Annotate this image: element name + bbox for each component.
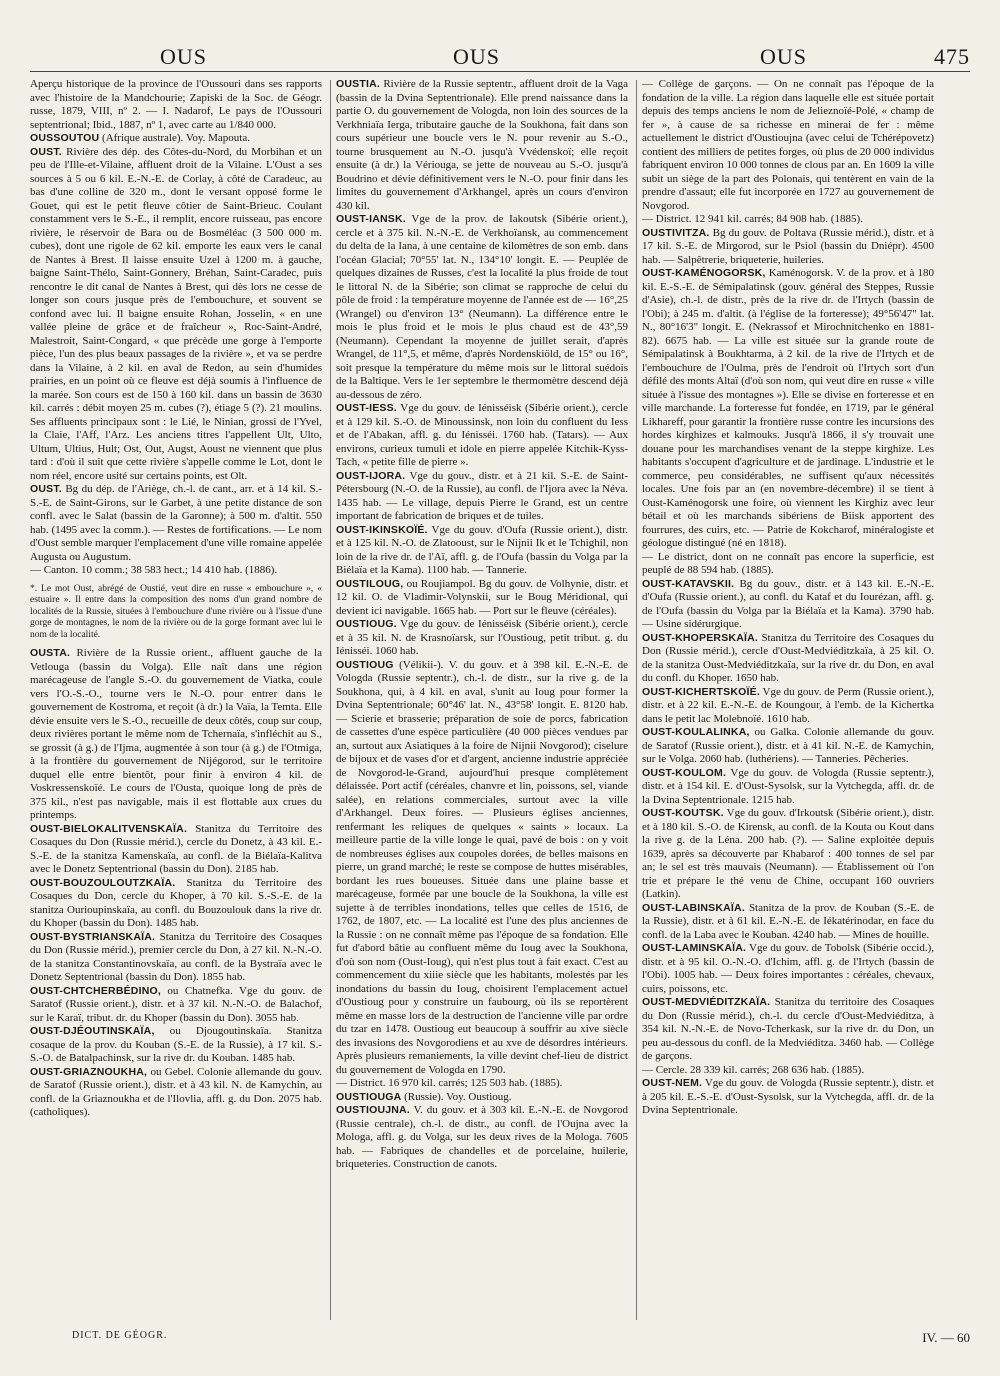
entry-headword: OUST-IANSK. — [336, 213, 406, 225]
entry-headword: OUSTIOUG — [336, 658, 394, 671]
entry-headword: OUSTIOUGA — [336, 1090, 402, 1103]
header-rule — [30, 71, 970, 72]
entry-text: Vge du gouv. d'Oufa (Russie orient.), distr. et à 125 kil. N.-O. de Zlatooust, sur le Nijnii Ik et le Tchighil, non loin de la rive dr. de l'Aï, affl. g. de l'Oufa (bassin du Volga par la Biélaïa et la Kama). 1100 hab. — Tannerie. — [336, 523, 628, 576]
dictionary-entry — [336, 578, 628, 619]
entry-text: Stanitza du Territoire des Cosaques du Don, cercle du Khoper, à 70 kil. S.-S.-E. de la stanitza Ourioupinskaïa, au confl. du Bouzoulouk dans la rive dr. du Khoper (bassin du Don). 1485 hab. — [30, 876, 322, 929]
entry-headword: OUST-IESS. — [336, 402, 397, 414]
dictionary-entry — [30, 1025, 322, 1066]
entry-headword: OUSSOUTOU — [30, 132, 100, 144]
page-number: 475 — [934, 44, 970, 69]
entry-text: — Collège de garçons. — On ne connaît pas l'époque de la fondation de la ville. La région dans laquelle elle est située portait depuis des temps anciens le nom de Jelieznoïé-Polé, « champ de fer », à cause de sa richesse en minerai de fer : même actuellement le district d'Oustioujna (avec celui de Tchérépovetz) contient des milliers de petites forges, où plus de 20 000 individus fabriquent environ 10 000 tonnes de clous par an. En 1609 la ville subit un siège de la part des Polonais, qui tentèrent en vain de la prendre d'assaut; elle fut incorporée en 1727 au gouvernement de Novgorod. — [642, 78, 934, 212]
dictionary-entry — [642, 807, 934, 902]
dictionary-entry — [30, 985, 322, 1026]
dictionary-entry — [642, 996, 934, 1064]
entry-text: Rivière de la Russie septentr., affluent droit de la Vaga (bassin de la Dvina Septentrionale). Elle prend naissance dans la partie O. du gouvernement de Vologda, non loin des sources de la Verkhniaïa Ierga, tributaire gauche de la Soukhona, fait dans son cours supérieur une boucle vers le N. pour revenir au S.-O., tourne brusquement au N.-O. jusqu'à Vvédenskoï; elle reçoit ensuite (à dr.) la Vériouga, se jette de nouveau au S.-O. jusqu'à Boudrino et dévie définitivement vers le N.-O. pour finir dans les limites du gouvernement d'Arkhangel, après un cours d'environ 430 kil. — [336, 78, 628, 212]
entry-text: Bg du dép. de l'Ariège, ch.-l. de cant., arr. et à 14 kil. S.-S.-E. de Saint-Girons, sur le Garbet, à une petite distance de son confl. avec le Salat (bassin de la Garonne); à 500 m. d'altit. 550 hab. (1495 avec la comm.). — Restes de fortifications. — Le nom d'Oust semble marquer l'emplacement d'une ville romaine appelée Augusta ou Augustum. — [30, 483, 322, 563]
entry-text: Stanitza du territoire des Cosaques du Don (Russie mérid.), ch.-l. du cercle d'Oust-Medviéditza, à 354 kil. N.-N.-E. de Novo-Tcherkask, sur la rive dr. du Don, un peu au-dessous du confl. de la Medviéditza. 3460 hab. — Collège de garçons. — [642, 996, 934, 1062]
dictionary-entry — [642, 213, 934, 227]
dictionary-entry — [30, 584, 322, 642]
entry-text: Bg du gouv. de Poltava (Russie mérid.), distr. et à 17 kil. S.-E. de Mirgorod, sur le Psiol (bassin du Dniépr). 4500 hab. — Salpêtrerie, briqueterie, huileries. — [642, 226, 934, 266]
entry-headword: OUST-MEDVIÉDITZKAÏA. — [642, 996, 771, 1008]
entry-text: (Vélikii-). V. du gouv. et à 398 kil. E.-N.-E. de Vologda (Russie septentr.), ch.-l. de distr., sur la rive g. de la Soukhona, qui, à 4 kil. en aval, s'unit au Ioug pour former la Dvina Septentrionale; 60°46' lat. N., 43°58' longit. E. 8120 hab. — Scierie et brasserie; préparation de soie de porcs, fabrication de cassettes d'une espèce particulière (40 000 pièces vendues par an, surtout aux Asiatiques à la foire de Nijnii Novgorod); ciselure de bijoux et de vases d'or et d'argent, ancienne industrie appréciée de Novgorod-le-Grand, aujourd'hui presque complètement délaissée. Port actif (céréales, chanvre et lin, poissons, sel, viande salée), en relations commerciales, surtout avec la ville d'Arkhangel. Deux foires. — Plusieurs églises anciennes, renfermant les reliques de quelques « saints » locaux. La meilleure partie de la ville longe le quai, pavé de bois : on y voit de nombreuses églises aux coupoles dorées, de belles maisons en pierre, un grand marché; le reste se compose de huttes misérables, bordant les rues boueuses. Située dans une plaine basse et marécageuse, formée par une boucle de la Soukhona, la ville est sujette à de terribles inondations, telles que celles de 1516, de 1762, de 1807, etc. — La localité est l'une des plus anciennes de la Russie : on ne connaît même pas l'époque de sa fondation. Elle fut d'abord bâtie au confluent même du Ioug avec la Soukhona, d'où son nom (Oust-Ioug), qui n'est plus tout à fait exact. C'est au commencement du xiiie siècle que les habitants, molestés par les inondations du bassin du Ioug, choisirent l'emplacement actuel d'Oustioug pour y construire un faubourg, où ils se reportèrent même en masse lors de la destruction de l'ancienne ville par ordre du tzar en 1478. Oustioug eut beaucoup à souffrir au xive siècle des invasions des Novgorodiens et au xve de désordres intérieurs. Après plusieurs remaniements, la ville devint chef-lieu de district du gouvernement de Vologda en 1790. — [336, 658, 628, 1076]
dictionary-entry — [30, 1066, 322, 1120]
dictionary-entry — [642, 1064, 934, 1078]
dictionary-entry — [642, 227, 934, 268]
footer-sheet-number: IV. — 60 — [922, 1330, 970, 1345]
entry-text: Vge de la prov. de Iakoutsk (Sibérie orient.), cercle et à 375 kil. N.-N.-E. de Verkhoïansk, au commencement du delta de la Iana, à une centaine de kilomètres de son emb. dans l'océan Glacial; 70°55' lat. N., 134°10' longit. E. — Peuplée de quelques dizaines de Russes, c'est la localité la plus froide de tout le littoral N. de la Sibérie; son climat se rapproche de celui du pôle de froid : la température moyenne de l'année est de — 16°,25 (Wrangel) ou d'environ 13° (Neumann). La différence entre le mois le plus froid et le mois le plus chaud est de 43°,59 (Neumann). Cependant la moyenne de juillet serait, d'après Wrangel, de 11°,5, et même, d'après Nordenskiöld, de 15° ou 16°, soit presque la température du même mois sur le littoral suédois de la Baltique. Vers le 1er septembre le thermomètre descend déjà au-dessous de zéro. — [336, 213, 628, 401]
entry-headword: OUST. — [30, 483, 62, 495]
entry-text: — Le district, dont on ne connaît pas encore la superficie, est peuplé de 88 594 hab. (1885). — [642, 550, 934, 576]
entry-text: — Canton. 10 comm.; 38 583 hect.; 14 410 hab. (1886). — [30, 564, 278, 576]
entry-headword: OUST-BYSTRIANSKAÏA. — [30, 930, 156, 943]
column-2 — [336, 78, 628, 1323]
dictionary-entry — [336, 213, 628, 402]
entry-headword: OUST-KOUTSK. — [642, 807, 724, 819]
entry-text: *. Le mot Oust, abrégé de Oustié, veut dire en russe « embouchure », « estuaire ». Il entre dans la composition des noms d'un grand nombre de localités de la Russie, situées à l'embouchure d'une rivière ou à l'issue d'une gorge de montagnes, le nom de la rivière ou de la gorge formant avec lui le nom de la localité. — [30, 583, 322, 640]
entry-headword: OUST-LABINSKAÏA. — [642, 901, 745, 914]
page-header — [30, 44, 970, 74]
entry-headword: OUST-KOULALINKA, — [642, 726, 750, 738]
entry-headword: OUST-KHOPERSKAÏA. — [642, 631, 758, 644]
column-divider — [330, 80, 331, 1320]
entry-headword: OUST-NEM. — [642, 1077, 703, 1089]
entry-headword: OUST-BOUZOULOUTZKAÏA. — [30, 876, 176, 889]
dictionary-entry — [642, 726, 934, 767]
entry-text: — District. 16 970 kil. carrés; 125 503 hab. (1885). — [336, 1077, 563, 1089]
dictionary-entry — [336, 1104, 628, 1172]
dictionary-entry — [336, 1077, 628, 1091]
dictionary-entry — [336, 402, 628, 470]
dictionary-entry — [336, 1091, 628, 1105]
dictionary-entry — [30, 78, 322, 132]
entry-headword: OUSTA. — [30, 647, 71, 659]
dictionary-entry — [642, 767, 934, 808]
entry-text: Bg du gouv., distr. et à 143 kil. E.-N.-E. d'Oufa (Russie orient.), au confl. du Kataf et du Iourézan, affl. g. de l'Oufa (bassin du Volga par la Biélaïa et la Kama). 3790 hab. — Usine sidérurgique. — [642, 577, 934, 630]
running-head-center: OUS — [453, 44, 501, 69]
dictionary-entry — [30, 647, 322, 823]
dictionary-entry — [642, 902, 934, 943]
entry-text: Stanitza du Territoire des Cosaques du Don (Russie mérid.), cercle d'Oust-Medviéditzkaïa, à 25 kil. O. de la stanitza Oust-Medviéditzkaïa, sur la rive dr. du Don, en aval du confl. du Khoper. 1650 hab. — [642, 631, 934, 684]
dictionary-entry — [30, 483, 322, 564]
entry-text: (Afrique australe). Voy. Mapouta. — [102, 132, 250, 144]
page-footer — [30, 1330, 970, 1350]
dictionary-entry — [30, 564, 322, 578]
entry-headword: OUST-KOULOM. — [642, 766, 727, 779]
entry-text: Kaménogorsk. V. de la prov. et à 180 kil. E.-S.-E. de Sémipalatinsk (gouv. général des Steppes, Russie d'Asie), ch.-l. de distr., près de la rive dr. de l'Irtych (bassin de l'Obi); à 245 m. d'altit. (à l'église de la forteresse); 49°56'47" lat. N., 80°16'3" longit. E. (Nekrassof et Mirochnitchenko en 1881-82). 6675 hab. — La ville est située sur la grande route de Sémipalatinsk à Boukhtarma, à 2 kil. de la rive de l'Irtych et de l'embouchure de l'Oulma, près de l'endroit où l'Irtych sort d'un défilé des monts Altaï (d'où son nom, qui veut dire en russe « ville située à l'issue des montagnes »). Elle se divise en forteresse et en ville marchande. La forteresse fut fondée, en 1719, par le général Likhareff, pour garantir la frontière russe contre les incursions des hordes kirghizes et kalmouks. Jusqu'à 1866, il s'y trouvait une douane pour les marchandises venant de la steppe kirghize. Les habitants s'occupent d'agriculture et de jardinage. L'industrie et le commerce, peu considérables, ne suffisent qu'aux nécessités locales. Une fois par an (en novembre-décembre) il se tient à Oust-Kaménogorsk une foire, où viennent les Kirghiz avec leur bétail et où les marchands sibériens de Biisk apportent des fourrures, des cuirs, etc. — Patrie de Kokcharof, minéralogiste et géologue distingué (né en 1818). — [642, 267, 934, 549]
entry-headword: OUSTIOUJNA. — [336, 1104, 410, 1116]
entry-text: Vge du gouv., distr. et à 21 kil. S.-E. de Saint-Pétersbourg (N.-O. de la Russie), au confl. de l'Ijora avec la Néva. 1435 hab. — Le village, depuis Pierre le Grand, est un centre important de fabrication de briques et de tuiles. — [336, 469, 628, 522]
entry-headword: OUST-KAMÉNOGORSK, — [642, 267, 766, 279]
dictionary-entry — [642, 1077, 934, 1118]
column-divider — [636, 80, 637, 1320]
dictionary-entry — [30, 931, 322, 985]
entry-text: ou Gebel. Colonie allemande du gouv. de Saratof (Russie orient.), distr. et à 43 kil. N. de Kamychin, au confl. de la Griaznoukha et de l'Ilovlia, affl. g. du Don. 2075 hab. (catholiques). — [30, 1065, 322, 1118]
entry-text: Rivière des dép. des Côtes-du-Nord, du Morbihan et un peu de l'Ille-et-Vilaine, affluent droit de la Vilaine. L'Oust a ses sources à 5 ou 6 kil. E.-N.-E. de Corlay, à côté de Caradeuc, au bas d'une colline de 320 m., dont le versant opposé forme le Gouet, qui est le petit fleuve côtier de Saint-Brieuc. Coulant constamment vers le S.-E., il remplit, encore ruisseau, pas encore rivière, le réservoir de Bara ou de Bosméléac (3 500 000 m. cubes), dont une rigole de 62 kil. emporte les eaux vers le canal de Nantes à Brest. Il laisse ensuite Uzel à 1200 m. à gauche, baigne Saint-Thélo, Saint-Gonnery, Bréhan, Saint-Caradec, puis rencontre le dit canal de Nantes à Brest, qui dès lors ne cesse de longer son cours jusque près de l'embouchure, et souvent se confond avec lui. Il baigne ensuite Rohan, Josselin, « en une vallée pleine de grâce et de fraîcheur », Roc-Saint-André, Malestroit, Saint-Congard, « que précède une gorge à l'emporte pièce, l'un des plus beaux passages de la rivière », et va se perdre dans la Vilaine, à 2 kil. en aval de Redon, au sein d'humides prairies, en un point où ce fleuve est déjà soumis à l'influence de la marée. Son cours est de 150 à 160 kil. dans un bassin de 3630 kil. carrés : débit moyen 25 m. cubes (?), étiage 5 (?). 21 moulins. Ses affluents principaux sont : le Lié, le Ninian, grossi de l'Yvel, la Claie, l'Aff, l'Arz. Les anciens titres l'appellent Ult, Ulto, Ultum, Ultius, Hult; Ost, Out, Augst, Aoust ne viennent que plus tard : d'où il suit que cette rivière s'appelle comme le Lot, dont le nom réel, encore usité sur certains points, est Olt. — [30, 145, 322, 482]
running-head-right: OUS — [760, 44, 808, 69]
dictionary-entry — [642, 686, 934, 727]
entry-headword: OUST-IKINSKOÏÉ. — [336, 523, 428, 536]
entry-text: Vge du gouv. de Tobolsk (Sibérie occid.), distr. et à 95 kil. O.-N.-O. d'Ichim, affl. g. de l'Irtych (bassin de l'Obi). 1005 hab. — Deux foires importantes : céréales, chevaux, cuirs, poissons, etc. — [642, 942, 934, 995]
entry-headword: OUST-IJORA. — [336, 469, 406, 482]
entry-headword: OUST-DJÉOUTINSKAÏA, — [30, 1025, 155, 1037]
entry-text: Vge du gouv. d'Irkoutsk (Sibérie orient.), distr. et à 180 kil. S.-O. de Kirensk, au confl. de la Kouta ou Kout dans la rive g. de la Léna. 200 hab. (?). — Saline exploitée depuis 1639, après sa découverte par Khabarof : 400 tonnes de sel par an; le sel est très mauvais (Neumann). — Établissement où l'on trie et prépare le thé venu de Chine, occupant 160 ouvriers (Latkin). — [642, 807, 934, 900]
entry-text: Aperçu historique de la province de l'Oussouri dans ses rapports avec l'histoire de la Mandchourie; Zapiski de la Soc. de Géogr. russe, 1879, VIII, nº 2. — I. Nadarof, Le pays de l'Oussouri septentrional; Ibid., 1887, nº 1, avec carte au 1/840 000. — [30, 78, 322, 131]
entry-text: Stanitza du Territoire des Cosaques du Don (Russie mérid.), premier cercle du Don, à 27 kil. N.-N.-O. de la stanitza Constantinovskaïa, au confl. de la Bystraïa avec le Donetz Septentrional (bassin du Don). 1855 hab. — [30, 930, 322, 983]
dictionary-entry — [336, 78, 628, 213]
column-1 — [30, 78, 322, 1323]
entry-headword: OUST-KATAVSKII. — [642, 577, 735, 590]
entry-text: — District. 12 941 kil. carrés; 84 908 hab. (1885). — [642, 213, 863, 225]
entry-headword: OUST-LAMINSKAÏA. — [642, 942, 747, 954]
entry-headword: OUST. — [30, 145, 62, 158]
entry-text: Vge du gouv. de Vologda (Russie septentr.), distr. et à 205 kil. E.-S.-E. d'Oust-Sysolsk, sur la Vytchegda, affl. dr. de la Dvina Septentrionale. — [642, 1077, 934, 1116]
entry-text: Stanitza du Territoire des Cosaques du Don (Russie mérid.), cercle du Donetz, à 43 kil. E.-S.-E. de la stanitza Kamenskaïa, au confl. de la Biélaïa-Kalitva avec le Donetz Septentrional (bassin du Don). 2185 hab. — [30, 822, 322, 875]
entry-text: ou Roujiampol. Bg du gouv. de Volhynie, distr. et 12 kil. O. de Vladimir-Volynskii, sur le Boug Méridional, qui devient ici navigable. 1665 hab. — Port sur le fleuve (céréales). — [336, 577, 628, 617]
dictionary-entry — [642, 78, 934, 213]
entry-text: — Cercle. 28 339 kil. carrés; 268 636 hab. (1885). — [642, 1063, 865, 1076]
entry-headword: OUST-GRIAZNOUKHA, — [30, 1065, 148, 1078]
entry-text: Vge du gouv. de Iénisséisk (Sibérie orient.), cercle et à 35 kil. N. de Krasnoïarsk, sur l'Oustioug, petit tribut. g. du Iénisséi. 1060 hab. — [336, 618, 628, 657]
dictionary-entry — [642, 578, 934, 632]
entry-text: Vge du gouv. de Vologda (Russie septentr.), distr. et à 154 kil. E. d'Oust-Sysolsk, sur la Vytchegda, affl. dr. de la Dvina Septentrionale. 1215 hab. — [642, 766, 934, 806]
dictionary-entry — [336, 470, 628, 524]
dictionary-entry — [336, 659, 628, 1078]
entry-text: ou Galka. Colonie allemande du gouv. de Saratof (Russie orient.), distr. et à 41 kil. N.-E. de Kamychin, sur le Volga. 2060 hab. (luthériens). — Tanneries. Pêcheries. — [642, 726, 934, 765]
dictionary-entry — [642, 942, 934, 996]
entry-text: ou Djougoutinskaïa. Stanitza cosaque de la prov. du Kouban (S.-E. de la Russie), à 17 kil. S.-S.-O. de Batalpachinsk, sur la rive dr. du Kouban. 1485 hab. — [30, 1025, 322, 1064]
column-3 — [642, 78, 934, 1323]
entry-text: ou Chatnefka. Vge du gouv. de Saratof (Russie orient.), distr. et à 37 kil. N.-N.-O. de Balachof, sur le Karaï, tribut. dr. du Khoper (bassin du Don). 3055 hab. — [30, 984, 322, 1024]
entry-text: Stanitza de la prov. de Kouban (S.-E. de la Russie), distr. et à 61 kil. E.-N.-E. de Iékatérinodar, en face du confl. de la Laba avec le Kouban. 4240 hab. — Mines de houille. — [642, 901, 934, 941]
dictionary-entry — [30, 877, 322, 931]
dictionary-entry — [642, 551, 934, 578]
footer-signature: DICT. DE GÉOGR. — [72, 1330, 168, 1341]
entry-headword: OUST-KICHERTSKOÏÉ. — [642, 685, 760, 698]
dictionary-entry — [336, 618, 628, 659]
dictionary-entry — [642, 632, 934, 686]
entry-headword: OUSTIOUG. — [336, 618, 397, 630]
dictionary-entry — [642, 267, 934, 551]
dictionary-entry — [30, 132, 322, 146]
entry-text: (Russie). Voy. Oustioug. — [404, 1090, 512, 1103]
text-columns — [30, 78, 970, 1323]
dictionary-entry — [30, 146, 322, 484]
dictionary-entry — [30, 823, 322, 877]
entry-headword: OUSTILOUG, — [336, 577, 404, 590]
entry-headword: OUST-BIELOKALITVENSKAÏA. — [30, 822, 188, 835]
entry-headword: OUST-CHTCHERBÉDINO, — [30, 984, 161, 997]
entry-text: Rivière de la Russie orient., affluent gauche de la Vetlouga (bassin du Volga). Elle naît dans une région marécageuse de l'angle S.-O. du gouvernement de Viatka, coule vers l'O.-S.-O., tourne vers le N.-O. pour entrer dans le gouvernement de Kostroma, et reçoit (à dr.) la Vaïa, la Temta. Elle dévie ensuite vers le S.-O., recueille de deux côtés, coup sur coup, deux rivières portant le même nom de Tchernaïa, s'infléchit au S., se grossit (à g.) de l'Ijma, augmentée à son tour (à g.) de l'Otmiga, à la frontière du gouvernement de Nijégorod, sur le territoire duquel elle entre bientôt, pour finir à environ 4 kil. de Voskressenskoïé. Le cours de l'Ousta, quoique long de près de 375 kil., n'est pas navigable, mais il est flottable aux crues du printemps. — [30, 647, 322, 821]
entry-headword: OUSTIA. — [336, 78, 380, 90]
entry-headword: OUSTIVITZA. — [642, 226, 710, 239]
entry-text: Vge du gouv. de Iénisséisk (Sibérie orient.), cercle et à 129 kil. S.-O. de Minoussinsk, non loin du confluent du Iess et de l'Abakan, affl. g. du Iénisséi. 1760 hab. (Tatars). — Aux environs, curieux tumuli et idole en pierre appelée Kitchik-Kyss-Tach, « petite fille de pierre ». — [336, 402, 628, 468]
dictionary-entry — [336, 524, 628, 578]
running-head-left: OUS — [160, 44, 208, 69]
entry-text: V. du gouv. et à 303 kil. E.-N.-E. de Novgorod (Russie centrale), ch.-l. de distr., au confl. de l'Oujna avec la Mologa, affl. g. du Volga, sur les deux rives de la Mologa. 7605 hab. — Fabriques de chandelles et de porcelaine, huilerie, briqueteries. Construction de canots. — [336, 1104, 628, 1170]
entry-text: Vge du gouv. de Perm (Russie orient.), distr. et à 22 kil. E.-N.-E. de Koungour, à l'emb. de la Kichertka dans le petit lac Molebnoïé. 1610 hab. — [642, 685, 934, 725]
